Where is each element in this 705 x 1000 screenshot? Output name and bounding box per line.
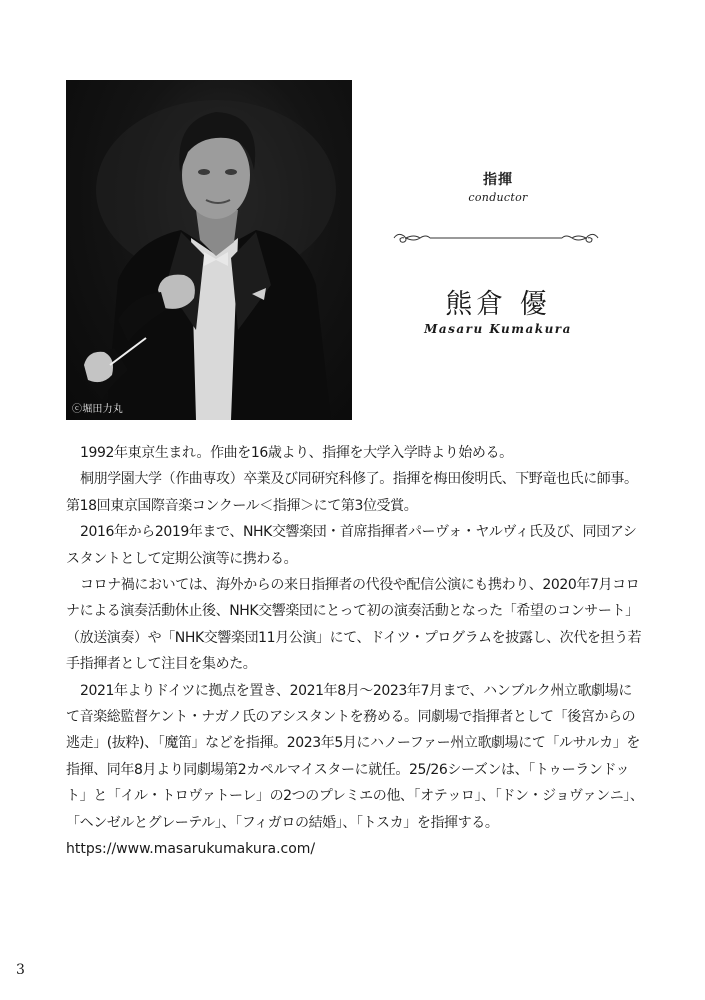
conductor-name-ja: 熊倉 優 [445,289,551,320]
website-url: https://www.masarukumakura.com/ [66,841,316,858]
bio-paragraph: 桐朋学園大学（作曲専攻）卒業及び同研究科修了。指揮を梅田俊明氏、下野竜也氏に師事。第18回東京国際音楽コンクール＜指揮＞にて第3位受賞。 [66,471,638,514]
role-title-en: conductor [468,191,528,204]
photo-credit: ⓒ堀田力丸 [72,404,123,415]
page-number: 3 [16,962,25,978]
conductor-name-en: Masaru Kumakura [424,322,572,336]
bio-paragraph: 2016年から2019年まで、NHK交響楽団・首席指揮者パーヴォ・ヤルヴィ氏及び、同団アシスタントとして定期公演等に携わる。 [66,524,637,567]
biography [66,440,644,863]
role-title-ja: 指揮 [483,172,513,188]
bio-paragraph: 1992年東京生まれ。作曲を16歳より、指揮を大学入学時より始める。 [80,445,513,461]
bio-paragraph: コロナ禍においては、海外からの来日指揮者の代役や配信公演にも携わり、2020年7月コロナによる演奏活動休止後、NHK交響楽団にとって初の演奏活動となった「希望のコンサート」（放送演奏）や「NHK交響楽団11月公演」にて、ドイツ・プログラムを披露し、次代を担う若手指揮者として注目を集めた。 [66,577,642,673]
bio-paragraph: 2021年よりドイツに拠点を置き、2021年8月〜2023年7月まで、ハンブルク州立歌劇場にて音楽総監督ケント・ナガノ氏のアシスタントを務める。同劇場で指揮者として「後宮からの逃走」(抜粋)、「魔笛」などを指揮。2023年5月にハノーファー州立歌劇場にて「ルサルカ」を指揮、同年8月より同劇場第2カペルマイスターに就任。25/26シーズンは、「トゥーランドット」と「イル・トロヴァトーレ」の2つのプレミエの他、「オテッロ」、「ドン・ジョヴァンニ」、「ヘンゼルとグレーテル」、「フィガロの結婚」、「トスカ」を指揮する。 [66,682,644,831]
conductor-silhouette [66,80,352,420]
ornamental-divider [390,230,602,246]
conductor-portrait-photo [66,80,352,420]
